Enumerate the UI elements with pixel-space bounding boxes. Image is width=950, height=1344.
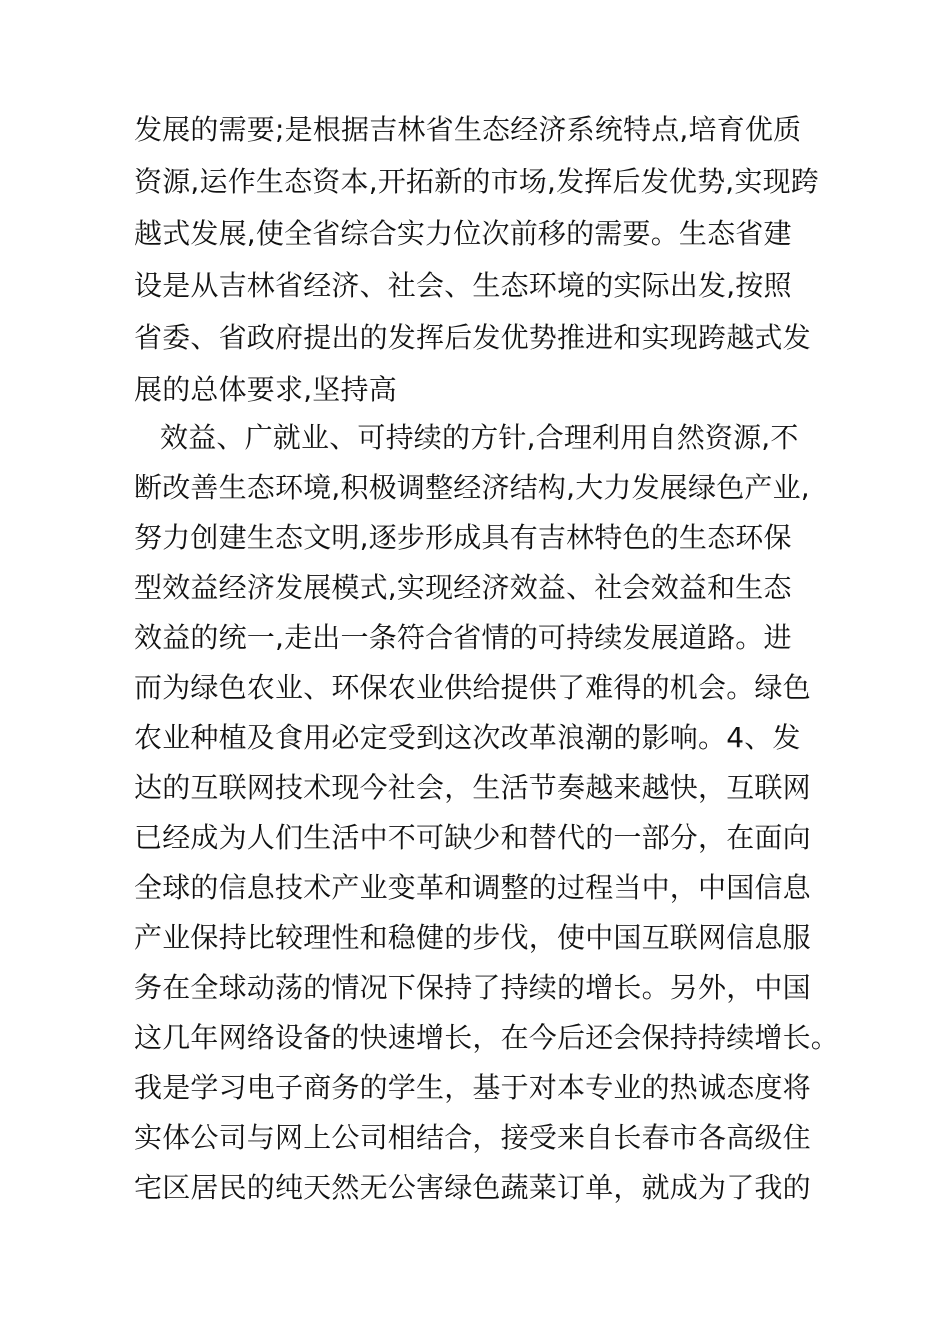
text-line: 设是从吉林省经济、社会、生态环境的实际出发,按照 — [134, 269, 792, 302]
text-line: 我是学习电子商务的学生，基于对本专业的热诚态度将 — [134, 1071, 811, 1104]
text-line: 而为绿色农业、环保农业供给提供了难得的机会。绿色 — [134, 671, 811, 704]
text-line: 效益、广就业、可持续的方针,合理利用自然资源,不 — [160, 421, 799, 454]
text-line: 产业保持比较理性和稳健的步伐，使中国互联网信息服 — [134, 921, 811, 954]
text-line: 农业种植及食用必定受到这次改革浪潮的影响。4、发 — [134, 721, 801, 754]
text-line: 型效益经济发展模式,实现经济效益、社会效益和生态 — [134, 571, 792, 604]
text-line: 断改善生态环境,积极调整经济结构,大力发展绿色产业, — [134, 471, 810, 504]
text-line: 已经成为人们生活中不可缺少和替代的一部分，在面向 — [134, 821, 811, 854]
text-line: 达的互联网技术现今社会，生活节奏越来越快，互联网 — [134, 771, 811, 804]
text-line: 省委、省政府提出的发挥后发优势推进和实现跨越式发 — [134, 321, 811, 354]
text-line: 全球的信息技术产业变革和调整的过程当中，中国信息 — [134, 871, 811, 904]
text-line: 展的总体要求,坚持高 — [134, 373, 397, 406]
text-line: 越式发展,使全省综合实力位次前移的需要。生态省建 — [134, 217, 792, 250]
text-line: 宅区居民的纯天然无公害绿色蔬菜订单，就成为了我的 — [134, 1171, 811, 1204]
text-line: 发展的需要;是根据吉林省生态经济系统特点,培育优质 — [134, 113, 802, 146]
text-line: 努力创建生态文明,逐步形成具有吉林特色的生态环保 — [134, 521, 792, 554]
text-line: 资源,运作生态资本,开拓新的市场,发挥后发优势,实现跨 — [134, 165, 820, 198]
text-line: 务在全球动荡的情况下保持了持续的增长。另外，中国 — [134, 971, 811, 1004]
text-line: 这几年网络设备的快速增长，在今后还会保持持续增长。 — [134, 1021, 840, 1054]
text-line: 实体公司与网上公司相结合，接受来自长春市各高级住 — [134, 1121, 811, 1154]
text-line: 效益的统一,走出一条符合省情的可持续发展道路。进 — [134, 621, 792, 654]
